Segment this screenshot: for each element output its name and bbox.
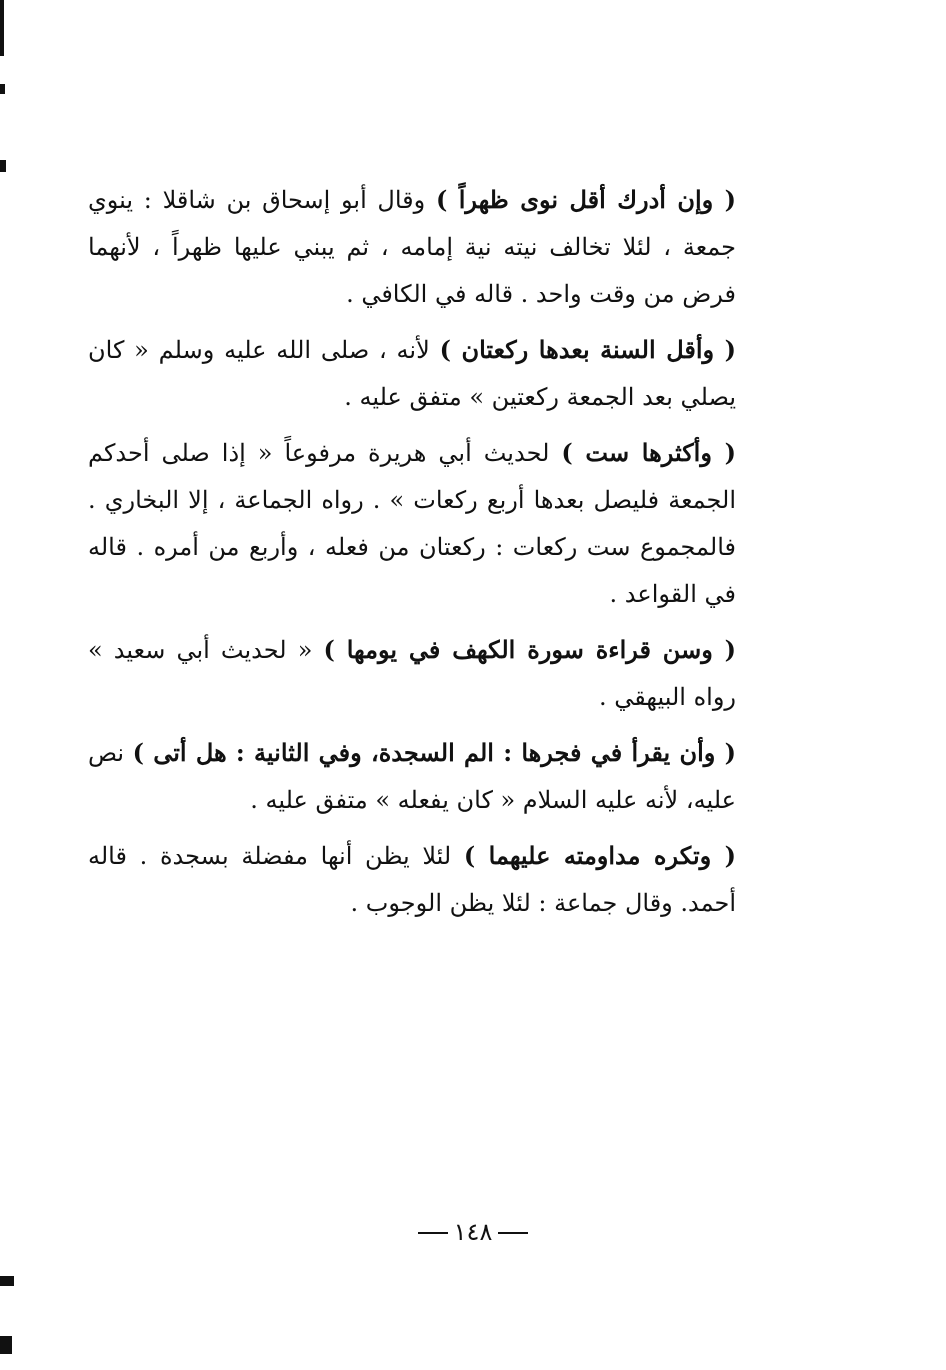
- paragraph: [88, 176, 736, 318]
- page-footer: [0, 1218, 946, 1246]
- paragraph: [88, 626, 736, 721]
- paragraph-heading: ( وتكره مداومته عليهما ): [463, 841, 737, 870]
- scan-edge-mark: [0, 0, 4, 56]
- footer-dash: [418, 1232, 448, 1234]
- page-number: ١٤٨: [453, 1218, 493, 1246]
- paragraph: [88, 832, 736, 927]
- paragraph-body: لئلا يظن أنها مفضلة بسجدة . قاله أحمد. وقال جماعة : لئلا يظن الوجوب .: [88, 842, 736, 917]
- paragraph-heading: ( وأن يقرأ في فجرها : الم السجدة، وفي الثانية : هل أتى ): [132, 738, 736, 767]
- paragraph-body: لأنه ، صلى الله عليه وسلم « كان يصلي بعد الجمعة ركعتين » متفق عليه .: [88, 336, 736, 411]
- scan-edge-mark: [0, 84, 5, 94]
- paragraph-body: وقال أبو إسحاق بن شاقلا : ينوي جمعة ، لئلا تخالف نيته نية إمامه ، ثم يبني عليها ظهراً ، لأنهما فرض من وقت واحد . قاله في الكافي .: [88, 186, 737, 308]
- paragraph-heading: ( وأقل السنة بعدها ركعتان ): [439, 335, 736, 364]
- paragraph: [88, 729, 736, 824]
- paragraph: [88, 429, 736, 618]
- body-text: [88, 176, 736, 935]
- paragraph-heading: ( وإن أدرك أقل نوى ظهراً ): [435, 185, 736, 214]
- scan-edge-mark: [0, 1336, 12, 1354]
- paragraph-body: لحديث أبي هريرة مرفوعاً « إذا صلى أحدكم الجمعة فليصل بعدها أربع ركعات » . رواه الجماعة ، إلا البخاري . فالمجموع ست ركعات : ركعتان من فعله ، وأربع من أمره . قاله في القواعد .: [88, 439, 736, 608]
- paragraph: [88, 326, 736, 421]
- scan-edge-mark: [0, 1276, 14, 1286]
- paragraph-heading: ( وسن قراءة سورة الكهف في يومها ): [323, 635, 736, 664]
- paragraph-body: « لحديث أبي سعيد » رواه البيهقي .: [88, 636, 736, 711]
- scan-edge-mark: [0, 160, 6, 172]
- paragraph-body: نص عليه، لأنه عليه السلام « كان يفعله » متفق عليه .: [88, 739, 736, 814]
- paragraph-heading: ( وأكثرها ست ): [561, 438, 736, 467]
- footer-dash: [498, 1232, 528, 1234]
